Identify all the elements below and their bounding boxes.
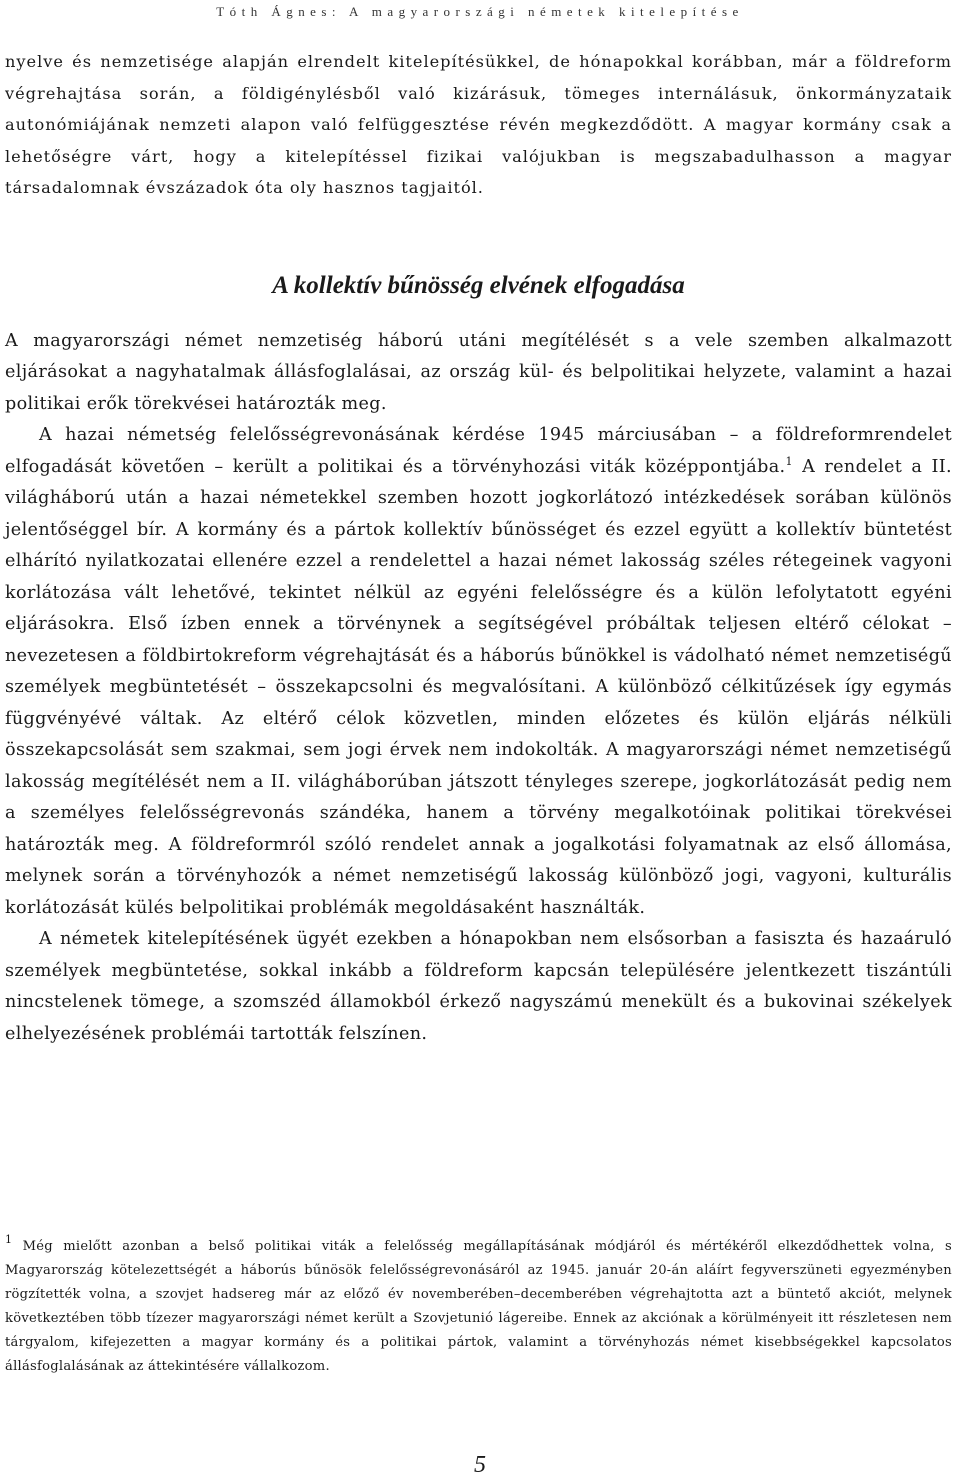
intro-paragraph: nyelve és nemzetisége alapján elrendelt kitelepítésükkel, de hónapokkal korábban, már a földreform végrehajtása során, a földigénylésből való kizárásuk, tömeges internálásuk, önkormányzataik autonómiájának nemzeti alapon való felfüggesztése révén megkezdődött. A magyar kormány csak a lehetőségre várt, hogy a kitelepítéssel fizikai valójukban is megszabadulhasson a magyar társadalomnak évszázadok óta oly hasznos tagjaitól. [5,52,952,197]
page-number: 5 [474,1452,486,1478]
paragraph-3: A németek kitelepítésének ügyét ezekben a hónapokban nem elsősorban a fasiszta és hazaáruló személyek megbüntetése, sokkal inkább a földreform kapcsán településére jelentkezett tiszántúli nincstelenek tömege, a szomszéd államokból érkező nagyszámú menekült és a bukovinai székelyek elhelyezésének problémái tartották felszínen. [5,929,952,1044]
paragraph-2-part-1: A hazai németség felelősségrevonásának kérdése 1945 márciusában – a földreformrendelet elfogadását követően – került a politikai és a törvényhozási viták középpontjába. [5,425,952,477]
paragraph-2-part-2: A rendelet a II. világháború után a hazai németekkel szemben hozott jogkorlátozó intézkedések sorában különös jelentőséggel bír. A kormány és a pártok kollektív bűnösséget és ezzel együtt a kollektív büntetést elhárító nyilatkozatai ellenére ezzel a rendelettel a hazai német lakosság széles rétegeinek vagyoni korlátozása vált lehetővé, tekintet nélkül az egyéni felelősségre és a külön lefolytatott egyéni eljárásokra. Első ízben ennek a törvénynek a segítségével próbáltak teljesen eltérő célokat – nevezetesen a földbirtokreform végrehajtását és a háborús bűnökkel is vádolható német nemzetiségű személyek megbüntetését – összekapcsolni és megvalósítani. A különböző célkitűzések így egymás függvényévé váltak. Az eltérő célok közvetlen, minden előzetes és külön eljárás nélküli összekapcsolását sem szakmai, sem jogi érvek nem indokolták. A magyarországi német nemzetiségű lakosság megítélését nem a II. világháborúban játszott tényleges szerepe, jogkorlátozását pedig nem a személyes felelősségrevonás szándéka, hanem a törvény megalkotóinak politikai törekvései határozták meg. A földreformról szóló rendelet annak a jogalkotási folyamatnak az első állomása, melynek során a törvényhozók a német nemzetiségű lakosság különböző jogi, vagyoni, kulturális korlátozását külés belpolitikai problémák megoldásaként használták. [5,456,952,918]
paragraph-2 [5,420,952,924]
running-header: Tóth Ágnes: A magyarországi németek kitelepítése [216,4,744,19]
footnotes [5,1235,952,1379]
footnote-reference[interactable]: 1 [785,454,793,468]
paragraph-1: A magyarországi német nemzetiség háború utáni megítélését s a vele szemben alkalmazott eljárásokat a nagyhatalmak állásfoglalásai, az ország kül- és belpolitikai helyzete, valamint a hazai politikai erők törekvései határozták meg. [5,330,952,414]
footnote-1 [5,1235,952,1379]
footnote-number: 1 [5,1233,13,1246]
section-title: A kollektív bűnösség elvének elfogadása [272,271,685,299]
page-body [5,46,952,1050]
footnote-text: Még mielőtt azonban a belső politikai viták a felelősség megállapításának módjáról és mértékéről elkezdődhettek volna, s Magyarország kötelezettségét a háborús bűnösök felelősségrevonásáról az 1945. január 20-án aláírt fegyverszüneti egyezményben rögzítették volna, a szovjet hadsereg már az előző év novemberében–decemberében végrehajtotta azt a büntető akciót, melynek következtében több tízezer magyarországi német került a Szovjetunió lágereibe. Ennek az akciónak a körülményeit itt részletesen nem tárgyalom, kifejezetten a magyar kormány és a politikai pártok, valamint a törvényhozás német kisebbségekkel kapcsolatos állásfoglalásának az áttekintésére vállalkozom. [5,1239,952,1374]
